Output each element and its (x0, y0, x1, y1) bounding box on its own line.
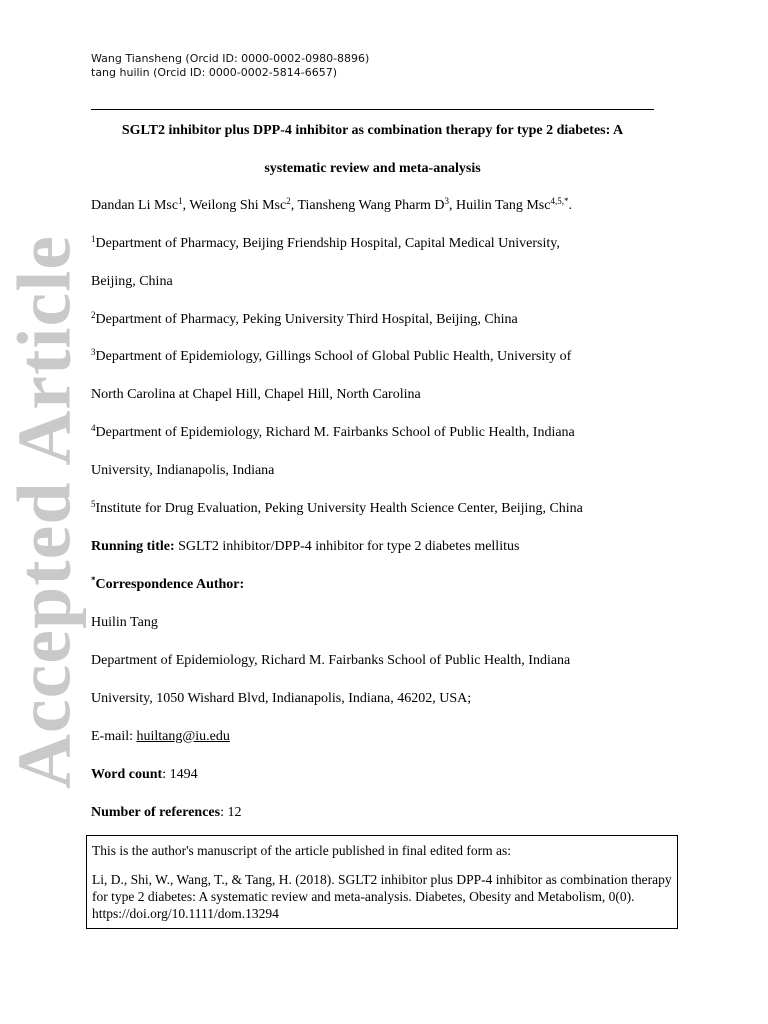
author-affiliation-mark: 2 (286, 196, 291, 206)
author-affiliation-mark: 1 (178, 196, 183, 206)
affiliation-continuation: North Carolina at Chapel Hill, Chapel Hill, North Carolina (91, 387, 421, 402)
citation-text: Li, D., Shi, W., Wang, T., & Tang, H. (2018). SGLT2 inhibitor plus DPP-4 inhibitor as combination therapy for type 2 diabetes: A systematic review and meta-analysis. Diabetes, Obesity and Metabolism, 0(0). https://doi.org/10.1111/dom.13294 (92, 872, 672, 921)
orcid-line: Wang Tiansheng (Orcid ID: 0000-0002-0980-8896) (91, 52, 370, 65)
accepted-article-watermark: Accepted Article (2, 234, 87, 790)
correspondence-mark: * (91, 575, 96, 585)
author-affiliation-mark: 3 (444, 196, 450, 206)
affiliation-continuation: University, Indianapolis, Indiana (91, 463, 275, 478)
author-list (91, 198, 572, 214)
orcid-line: tang huilin (Orcid ID: 0000-0002-5814-6657) (91, 66, 337, 79)
correspondence-email (91, 729, 230, 745)
affiliation-text: Institute for Drug Evaluation, Peking University Health Science Center, Beijing, China (95, 501, 583, 516)
paper-title-line2: systematic review and meta-analysis (264, 161, 481, 176)
author-affiliation-mark: 4,5,* (550, 196, 569, 206)
email-link[interactable]: huiltang@iu.edu (136, 729, 230, 744)
correspondence-address: University, 1050 Wishard Blvd, Indianapolis, Indiana, 46202, USA; (91, 691, 472, 706)
affiliation (91, 425, 575, 441)
affiliation-text: Department of Epidemiology, Richard M. Fairbanks School of Public Health, Indiana (95, 425, 575, 440)
affiliation (91, 349, 571, 365)
affiliation-text: Department of Pharmacy, Peking University Third Hospital, Beijing, China (95, 312, 518, 327)
reference-count-value: : 12 (220, 805, 242, 820)
author-list-end: . (568, 198, 572, 213)
orcid-block (91, 52, 369, 80)
affiliation (91, 501, 583, 517)
affiliation-mark: 4 (91, 423, 96, 433)
correspondence-heading (91, 577, 244, 593)
author: Dandan Li Msc (91, 198, 179, 213)
email-label: E-mail: (91, 729, 137, 744)
running-title (91, 539, 519, 555)
correspondence-address: Department of Epidemiology, Richard M. Fairbanks School of Public Health, Indiana (91, 653, 571, 668)
author: , Huilin Tang Msc (449, 198, 551, 213)
affiliation-mark: 3 (91, 347, 96, 357)
affiliation-mark: 2 (91, 310, 96, 320)
reference-count (91, 805, 241, 821)
paper-title-line1: SGLT2 inhibitor plus DPP-4 inhibitor as combination therapy for type 2 diabetes: A (121, 123, 624, 138)
running-title-value: SGLT2 inhibitor/DPP-4 inhibitor for type 2 diabetes mellitus (174, 539, 520, 554)
publication-notice-box (86, 835, 678, 929)
affiliation-continuation: Beijing, China (91, 274, 173, 289)
reference-count-label: Number of references (91, 805, 221, 820)
word-count-value: : 1494 (162, 767, 198, 782)
correspondence-label: Correspondence Author: (95, 577, 245, 592)
affiliation-mark: 5 (91, 499, 96, 509)
word-count (91, 767, 198, 783)
affiliation-text: Department of Pharmacy, Beijing Friendship Hospital, Capital Medical University, (95, 236, 560, 251)
author: , Tiansheng Wang Pharm D (290, 198, 445, 213)
running-title-label: Running title: (91, 539, 175, 554)
affiliation (91, 312, 518, 328)
affiliation (91, 236, 560, 252)
author: , Weilong Shi Msc (182, 198, 287, 213)
correspondence-name: Huilin Tang (91, 615, 158, 630)
affiliation-mark: 1 (91, 234, 96, 244)
affiliation-text: Department of Epidemiology, Gillings School of Global Public Health, University of (95, 349, 572, 364)
notice-text: This is the author's manuscript of the article published in final edited form as: (92, 843, 511, 858)
word-count-label: Word count (91, 767, 163, 782)
header-divider (91, 109, 654, 110)
